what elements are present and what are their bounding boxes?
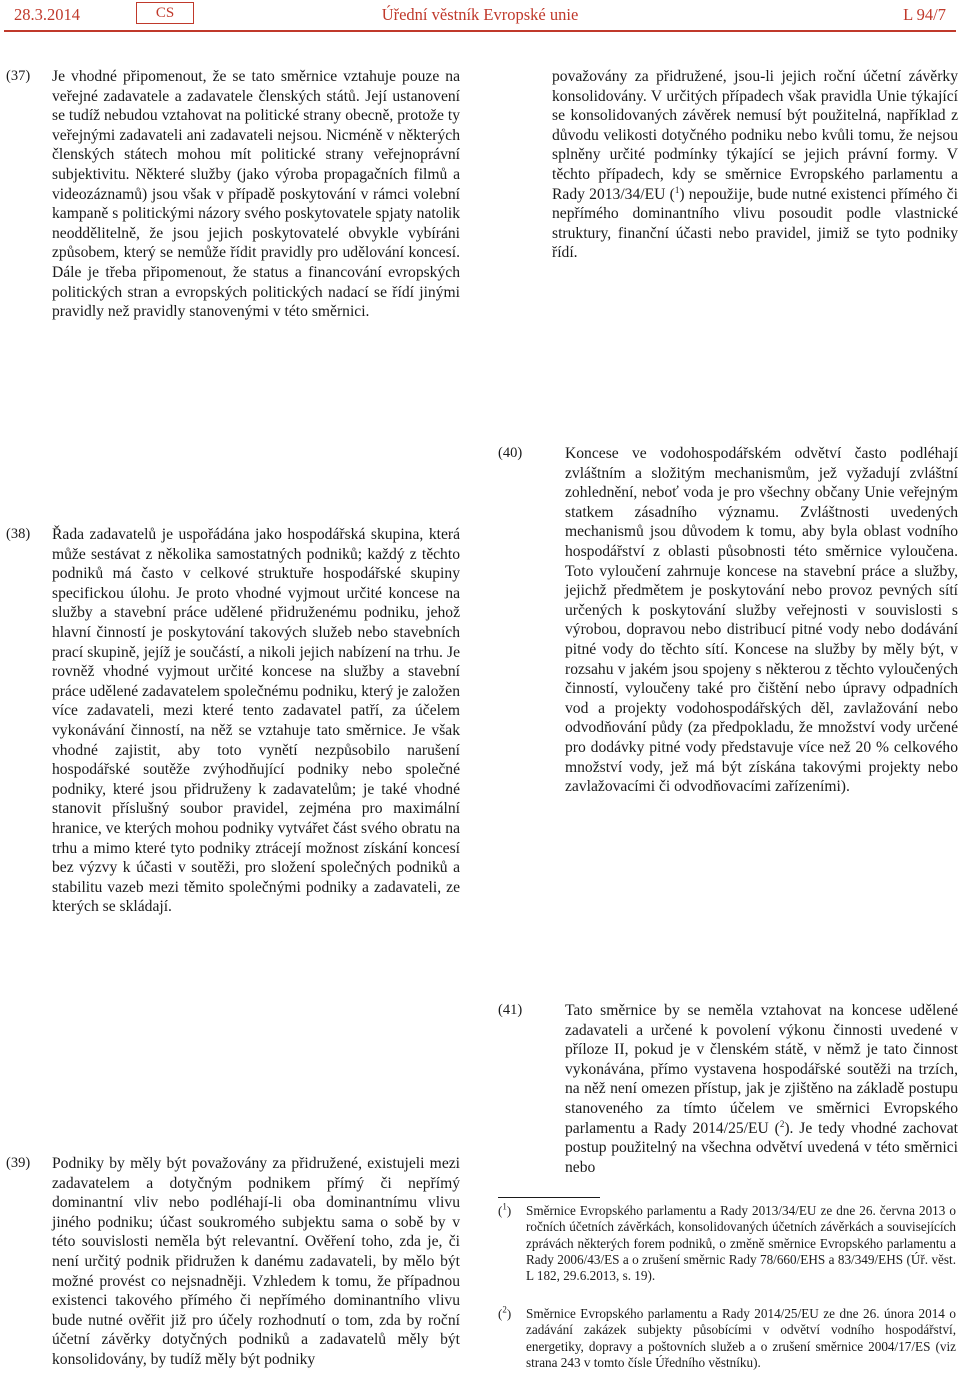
recital-number: (39) — [6, 1155, 31, 1171]
footnote-reference[interactable]: 2 — [779, 1118, 785, 1129]
recital-39 — [6, 1154, 460, 1370]
footnote-number: 1 — [502, 1201, 507, 1212]
header-rule — [4, 30, 956, 32]
text-segment: ) nepoužije, bude nutné existenci přímého či nepřímého dominantního vlivu posoudit podle vlastnické struktury, finanční účasti nebo pravidel, jimiž se tyto podniky řídí. — [552, 185, 959, 262]
recital-41 — [498, 1001, 958, 1177]
footnote-marker: ($^1$) — [498, 1201, 512, 1218]
publication-date: 28.3.2014 — [14, 5, 80, 24]
recital-40 — [498, 444, 958, 797]
recital-text — [552, 67, 958, 263]
recital-text — [565, 1001, 958, 1177]
page-header — [0, 0, 960, 30]
recital-text: Koncese ve vodohospodářském odvětví často podléhají zvláštním a složitým mechanismům, jež vyžadují zvláštní zohlednění, neboť voda je pro všechny občany Unie veřejným statkem zásadního významu. Zvláštnosti uvedených mechanismů jsou důvodem k tomu, aby byla oblast vodního hospodářství z oblasti působnosti této směrnice vyloučena. Toto vyloučení zahrnuje koncese na stavební práce a služby, jejichž předmětem je poskytování nebo provoz pevných sítí určených k poskytování služby veřejnosti v souvislosti s výrobou, dopravou nebo distribucí pitné vody nebo dodávání pitné vody do těchto sítí. Koncese na služby by měly být, v rozsahu v jakém jsou spojeny s některou z těchto vyloučených činností, vyloučeny také pro čištění nebo úpravy odpadních vod a projekty vodohospodářských děl, zavlažování nebo odvodňování půdy (za předpokladu, že množství vody určené pro dodávky pitné vody představuje více než 20 % celkového množství vody, jež má být získána takovými projekty nebo zavlažovacími či odvodňovacími zařízeními). — [565, 445, 958, 796]
footnote-divider — [498, 1197, 600, 1198]
recital-number: (38) — [6, 526, 31, 542]
recital-number: (40) — [498, 445, 523, 461]
page-number: L 94/7 — [903, 5, 946, 24]
text-segment: ). Je tedy vhodné zachovat postup použitelný na všechna odvětví uvedená v této směrnici nebo — [565, 1119, 958, 1176]
footnote-1 — [498, 1203, 958, 1284]
recital-text: Řada zadavatelů je uspořádána jako hospodářská skupina, která může sestávat z několika samostatných podniků; každý z těchto podniků má často v celkové struktuře hospodářské skupiny specifickou úlohu. Je proto vhodné vyjmout určité koncese na služby a stavební práce udělené přidruženému podniku, jehož hlavní činností je poskytování takových služeb nebo stavebních prací skupině, jejíž je součástí, a nikoli jejich nabízení na trhu. Je rovněž vhodné vyjmout určité koncese na služby a stavební práce udělené zadavatelem společnému podniku, který je založen více zadavateli, mezi které tento zadavatel patří, za účelem vykonávání činností, na něž se vztahuje tato směrnice. Je však vhodné zajistit, aby toto vynětí nezpůsobilo narušení hospodářské soutěže zvýhodňující podniky nebo společné podniky, které jsou přidruženy k zadavatelům; je také vhodné stanovit příslušný soubor pravidel, zejména pro maximální hranice, ve kterých mohou podniky vytvářet část svého obratu na trhu a mimo které tyto podniky ztrácejí možnost získání koncesí bez výzvy k účasti v soutěži, pro složení společných podniků a stabilitu vazeb mezi těmito společnými podniky a zadavateli, ze kterých se skládají. — [52, 526, 460, 916]
footnote-text: Směrnice Evropského parlamentu a Rady 2014/25/EU ze dne 26. února 2014 o zadávání zakázek subjekty působícími v odvětví vodního hospodářství, energetiky, dopravy a poštovních služeb a o zrušení směrnice 2004/17/ES (viz strana 243 v tomto čísle Úředního věstníku). — [526, 1306, 956, 1370]
recital-text: Podniky by měly být považovány za přidružené, existujeli mezi zadavatelem a dotyčným podnikem přímý či nepřímý dominantní vliv nebo podléhají-li oba dominantnímu vlivu jiného podniku; účast soukromého subjektu sama o sobě by v této souvislosti neměla být relevantní. Ověření toho, zda je, či není určitý podnik přidružen k danému zadavateli, by mělo být možné provést co nejsnadněji. Vzhledem k tomu, že případnou existenci takového přímého či nepřímého dominantního vlivu bude nutné ověřit již pro účely rozhodnutí o tom, zda by roční účetní závěrky dotyčných podniků a zadavatelů měly být konsolidovány, by tudíž měly být podniky — [52, 1155, 460, 1368]
language-badge: CS — [136, 2, 194, 24]
recital-38 — [6, 525, 460, 917]
footnote-number: 2 — [502, 1304, 507, 1315]
recital-number: (41) — [498, 1002, 523, 1018]
journal-title: Úřední věstník Evropské unie — [381, 5, 579, 24]
recital-number: (37) — [6, 68, 31, 84]
footnote-text: Směrnice Evropského parlamentu a Rady 2013/34/EU ze dne 26. června 2013 o ročních účetních závěrkách, konsolidovaných účetních závěrkách a souvisejících zprávách některých forem podniků, o změně směrnice Evropského parlamentu a Rady 2006/43/ES a o zrušení směrnic Rady 78/660/EHS a 83/349/EHS (Úř. věst. L 182, 29.6.2013, s. 19). — [526, 1203, 956, 1284]
text-segment: Tato směrnice by se neměla vztahovat na koncese udělené zadavateli a určené k povolení výkonu činnosti uvedené v příloze II, pokud je v členském státě, v němž je tato činnost vykonávána, přímo vystavena hospodářské soutěži na trzích, na něž není omezen přístup, jak je zjištěno na základě postupu stanoveného za tímto účelem ve směrnici Evropského parlamentu a Rady 2014/25/EU ( — [565, 1002, 958, 1137]
footnote-reference[interactable]: 1 — [674, 184, 680, 195]
recital-text: Je vhodné připomenout, že se tato směrnice vztahuje pouze na veřejné zadavatele a zadavatele členských států. Její ustanovení se tudíž nebudou vztahovat na politické strany obecně, protože ty veřejnými zadavateli ani zadavateli nejsou. Nicméně v některých členských státech mohou mít politické strany veřejnoprávní subjektivitu. Některé služby (jako výroba propagačních filmů a videozáznamů) jsou však v případě poskytování v rámci volební kampaně s politickými názory svého poskytovatele spjaty natolik neoddělitelně, že jsou jejich poskytovatelé obvykle vybíráni způsobem, který se nemůže řídit pravidly pro udělování koncesí. Dále je třeba připomenout, že status a financování evropských politických stran a evropských politických nadací se řídí jinými pravidly než pravidly stanovenými v této směrnici. — [52, 68, 460, 321]
footnote-marker: ($^2$) — [498, 1304, 512, 1321]
recital-37 — [6, 67, 460, 322]
footnote-2 — [498, 1306, 958, 1371]
text-segment: považovány za přidružené, jsou-li jejich roční účetní závěrky konsolidovány. V určitých případech však pravidla Unie týkající se konsolidovaných závěrek nemusí být použitelná, například z důvodu velikosti dotyčného podniku nebo kvůli tomu, že nejsou splněny určité podmínky týkající se jejich právní formy. V těchto případech, kdy se směrnice Evropského parlamentu a Rady 2013/34/EU ( — [552, 68, 958, 203]
recital-39-continuation — [552, 67, 958, 263]
